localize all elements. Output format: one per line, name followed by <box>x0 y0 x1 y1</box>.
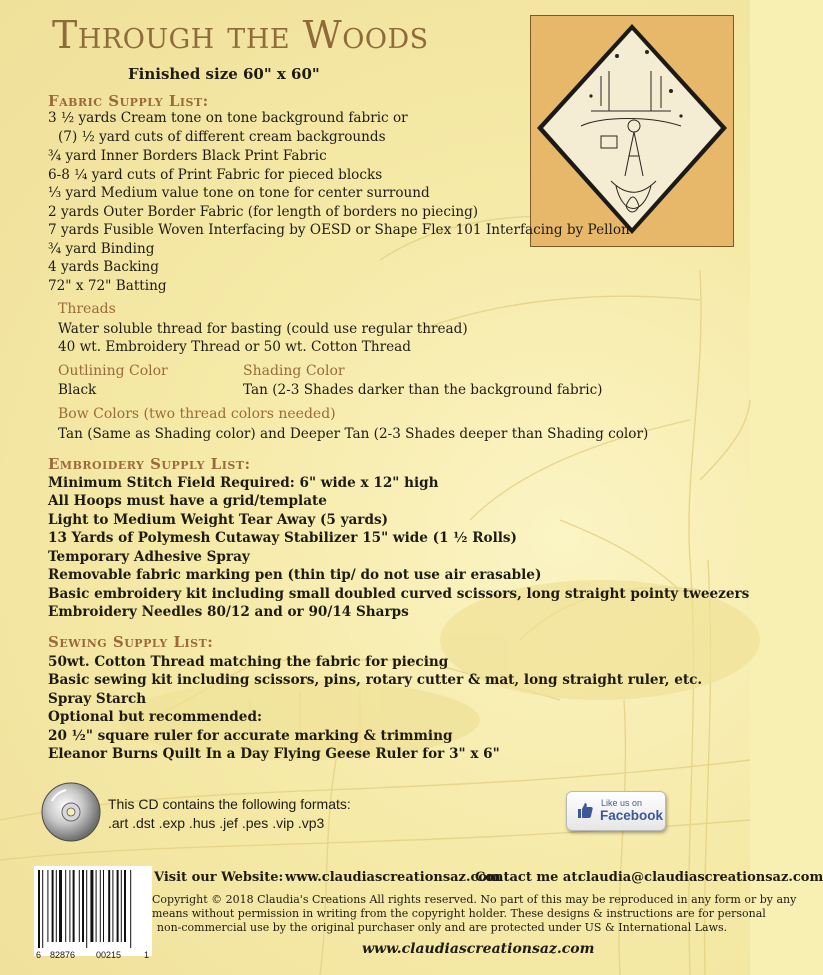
barcode-digit-group: 82876 <box>50 950 76 960</box>
contact-label: Contact me at: <box>475 870 583 885</box>
barcode-digit-group: 00215 <box>96 950 122 960</box>
facebook-like-button[interactable] <box>566 791 666 831</box>
barcode-bar <box>82 870 84 942</box>
barcode-bar <box>38 870 40 948</box>
fabric-item: (7) ½ yard cuts of different cream backgrounds <box>58 129 386 145</box>
cd-icon <box>40 781 102 843</box>
barcode-bar <box>69 870 70 942</box>
embroidery-item: Embroidery Needles 80/12 and or 90/14 Sharps <box>48 604 409 620</box>
finished-size: Finished size 60" x 60" <box>128 65 320 83</box>
fabric-item: ⅓ yard Medium value tone on tone for center surround <box>48 185 430 201</box>
barcode-bars <box>34 866 152 950</box>
barcode-bar <box>103 870 104 942</box>
embroidery-item: Minimum Stitch Field Required: 6" wide x 12" high <box>48 475 439 491</box>
barcode-bar <box>73 870 75 942</box>
copyright-line: means without permission in writing from the copyright holder. These designs & instructions are for personal <box>152 907 766 920</box>
shading-color-value: Tan (2-3 Shades darker than the background fabric) <box>243 382 603 398</box>
barcode-bar <box>117 870 119 942</box>
barcode-digit-group: 1 <box>144 950 150 960</box>
threads-line: Water soluble thread for basting (could use regular thread) <box>58 321 468 337</box>
barcode-bar <box>124 870 126 942</box>
barcode-bar <box>100 870 101 942</box>
fabric-item: ¾ yard Binding <box>48 241 155 257</box>
facebook-name: Facebook <box>600 808 664 823</box>
barcode-digit-group: 6 <box>36 950 42 960</box>
upc-barcode <box>34 866 152 956</box>
contact-email-link[interactable]: claudia@claudiascreationsaz.com <box>578 870 823 885</box>
pattern-title: Through the Woods <box>52 13 429 57</box>
embroidery-heading: Embroidery Supply List: <box>48 455 251 473</box>
sewing-item: Optional but recommended: <box>48 709 262 725</box>
website-link[interactable]: www.claudiascreationsaz.com <box>362 941 595 957</box>
barcode-bar <box>56 870 57 942</box>
fabric-item: 72" x 72" Batting <box>48 278 167 294</box>
outlining-color-value: Black <box>58 382 97 398</box>
outlining-color-label: Outlining Color <box>58 363 168 379</box>
barcode-bar <box>90 870 93 942</box>
embroidery-item: Light to Medium Weight Tear Away (5 yards) <box>48 512 389 528</box>
visit-label: Visit our Website: <box>154 870 284 885</box>
copyright-line: Copyright © 2018 Claudia's Creations All rights reserved. No part of this may be reproduced in any form or by any <box>152 893 797 906</box>
fabric-item: 6-8 ¼ yard cuts of Print Fabric for pieced blocks <box>48 167 383 183</box>
bow-colors-value: Tan (Same as Shading color) and Deeper Tan (2-3 Shades deeper than Shading color) <box>58 426 649 442</box>
barcode-bar <box>108 870 110 942</box>
fabric-item: ¾ yard Inner Borders Black Print Fabric <box>48 148 327 164</box>
embroidery-item: 13 Yards of Polymesh Cutaway Stabilizer 15" wide (1 ½ Rolls) <box>48 530 517 546</box>
facebook-like-text: Like us on <box>601 798 643 808</box>
fabric-item: 4 yards Backing <box>48 259 160 275</box>
sewing-item: 20 ½" square ruler for accurate marking & trimming <box>48 728 453 744</box>
embroidery-item: Removable fabric marking pen (thin tip/ do not use air erasable) <box>48 567 542 583</box>
bow-colors-label: Bow Colors (two thread colors needed) <box>58 406 336 422</box>
quilt-block-image <box>531 16 733 246</box>
barcode-bar <box>47 870 48 942</box>
copyright-line: non-commercial use by the original purchaser only and are protected under US & International Laws. <box>156 921 728 934</box>
threads-line: 40 wt. Embroidery Thread or 50 wt. Cotton Thread <box>58 339 411 355</box>
embroidery-item: Temporary Adhesive Spray <box>48 549 250 565</box>
barcode-bar <box>86 870 87 948</box>
barcode-bar <box>65 870 66 942</box>
thumbs-up-icon <box>575 800 595 820</box>
barcode-bar <box>79 870 80 942</box>
cd-formats-intro: This CD contains the following formats: <box>108 796 351 812</box>
quilt-block-illustration <box>530 15 734 247</box>
barcode-bar <box>52 870 54 942</box>
barcode-bar <box>96 870 97 942</box>
fabric-item: 7 yards Fusible Woven Interfacing by OESD or Shape Flex 101 Interfacing by Pellon <box>48 222 630 238</box>
barcode-bar <box>121 870 122 942</box>
sewing-heading: Sewing Supply List: <box>48 633 214 651</box>
fabric-item: 3 ½ yards Cream tone on tone background fabric or <box>48 110 408 126</box>
fabric-heading: Fabric Supply List: <box>48 92 209 110</box>
sewing-item: Basic sewing kit including scissors, pins, rotary cutter & mat, long straight ruler, etc. <box>48 672 703 688</box>
threads-heading: Threads <box>58 301 116 317</box>
barcode-bar <box>112 870 113 942</box>
barcode-bar <box>130 870 131 948</box>
sewing-item: Spray Starch <box>48 691 147 707</box>
embroidery-item: Basic embroidery kit including small doubled curved scissors, long straight pointy tweezers <box>48 586 750 602</box>
sewing-item: 50wt. Cotton Thread matching the fabric for piecing <box>48 654 449 670</box>
embroidery-item: All Hoops must have a grid/template <box>48 493 327 509</box>
fabric-item: 2 yards Outer Border Fabric (for length of borders no piecing) <box>48 204 479 220</box>
visit-url-link[interactable]: www.claudiascreationsaz.com <box>285 870 501 885</box>
cd-formats-list: .art .dst .exp .hus .jef .pes .vip .vp3 <box>108 815 325 831</box>
barcode-bar <box>42 870 43 948</box>
sewing-item: Eleanor Burns Quilt In a Day Flying Geese Ruler for 3" x 6" <box>48 746 500 762</box>
shading-color-label: Shading Color <box>243 363 345 379</box>
barcode-bar <box>59 870 62 942</box>
